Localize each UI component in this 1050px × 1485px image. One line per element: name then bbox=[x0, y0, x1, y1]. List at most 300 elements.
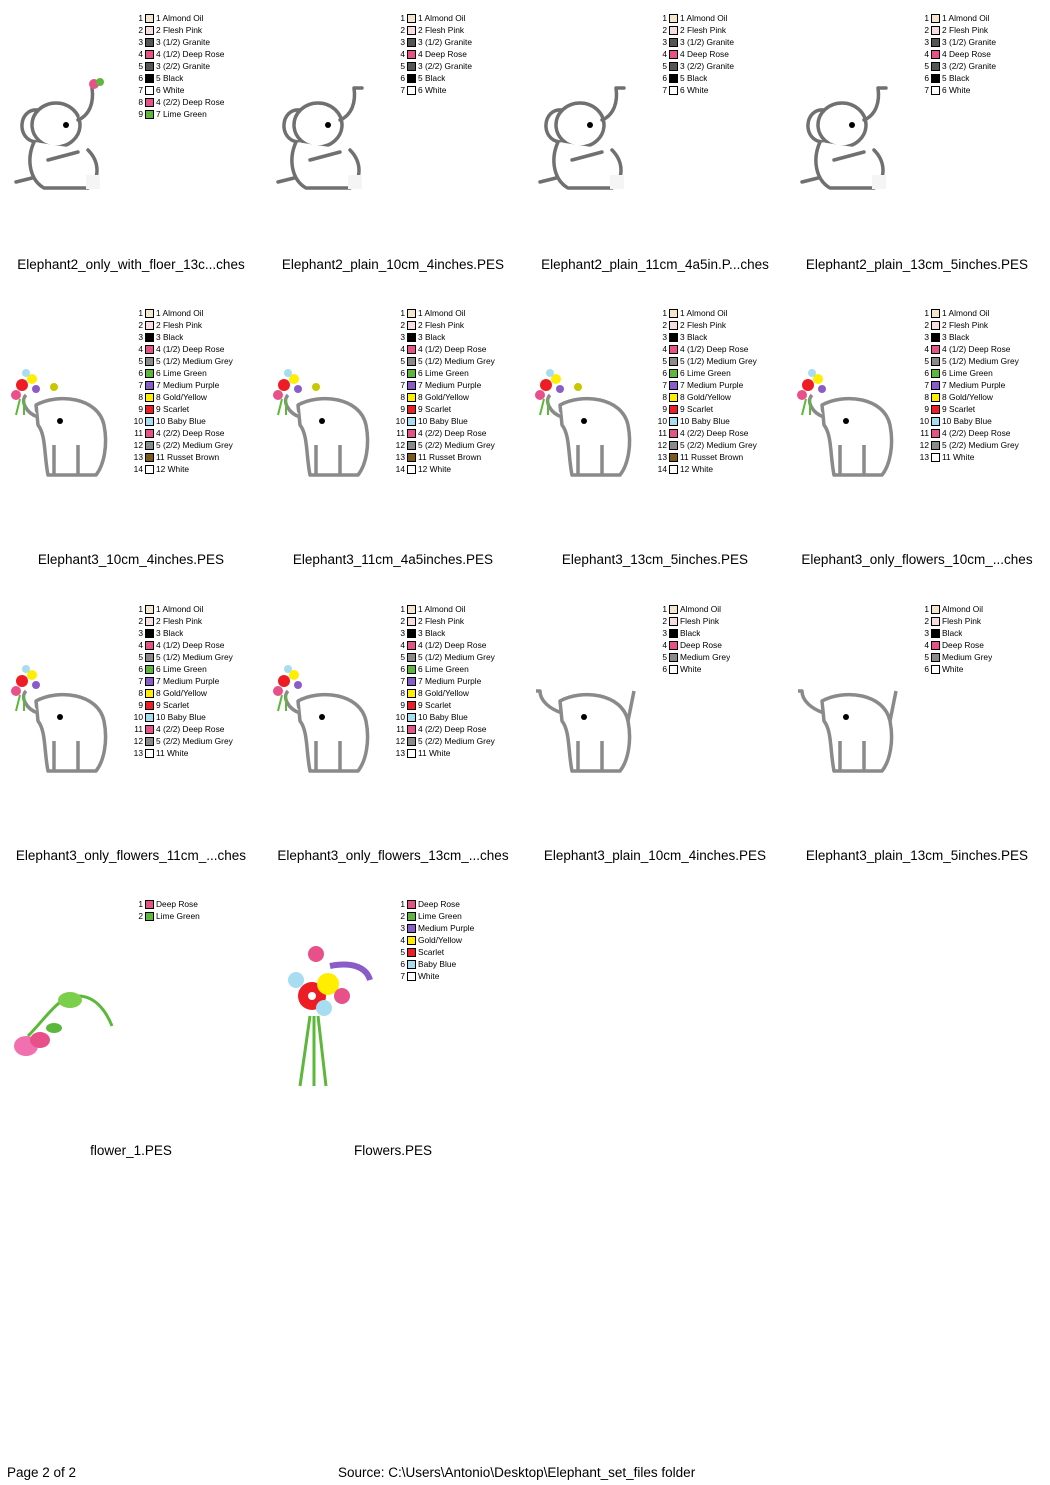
thread-row bbox=[130, 307, 260, 319]
color-swatch bbox=[407, 357, 416, 366]
thread-number: 11 bbox=[920, 428, 929, 438]
thread-row bbox=[916, 12, 1046, 24]
thread-row bbox=[654, 415, 784, 427]
color-swatch bbox=[931, 453, 940, 462]
thread-name: 1 Almond Oil bbox=[942, 308, 990, 318]
thread-number: 5 bbox=[400, 652, 405, 662]
thread-name: 4 (1/2) Deep Rose bbox=[156, 49, 225, 59]
thread-number: 12 bbox=[395, 440, 405, 450]
page-number: Page 2 of 2 bbox=[7, 1465, 77, 1480]
thread-row bbox=[130, 451, 260, 463]
thread-name: Medium Grey bbox=[942, 652, 993, 662]
thread-name: 7 Medium Purple bbox=[418, 380, 482, 390]
thread-number: 2 bbox=[400, 911, 405, 921]
color-swatch bbox=[407, 345, 416, 354]
thread-color-list bbox=[392, 898, 522, 982]
design-card[interactable] bbox=[0, 0, 262, 295]
file-name: Elephant3_11cm_4a5inches.PES bbox=[292, 552, 494, 567]
color-swatch bbox=[407, 665, 416, 674]
design-card[interactable] bbox=[524, 0, 786, 295]
color-swatch bbox=[145, 38, 154, 47]
thread-number: 2 bbox=[138, 911, 143, 921]
color-swatch bbox=[407, 441, 416, 450]
thread-row bbox=[916, 319, 1046, 331]
design-card[interactable] bbox=[262, 0, 524, 295]
thread-name: 3 Black bbox=[418, 628, 446, 638]
file-name: Elephant2_plain_13cm_5inches.PES bbox=[805, 257, 1029, 272]
thread-name: 4 (1/2) Deep Rose bbox=[942, 344, 1011, 354]
color-swatch bbox=[931, 26, 940, 35]
color-swatch bbox=[931, 641, 940, 650]
thread-number: 7 bbox=[138, 380, 143, 390]
color-swatch bbox=[669, 86, 678, 95]
thread-number: 2 bbox=[138, 320, 143, 330]
thread-name: 10 Baby Blue bbox=[680, 416, 730, 426]
thread-number: 6 bbox=[400, 664, 405, 674]
thread-row bbox=[130, 331, 260, 343]
elephant2-plain-image bbox=[270, 70, 382, 200]
color-swatch bbox=[669, 345, 678, 354]
color-swatch bbox=[407, 900, 416, 909]
thread-row bbox=[392, 84, 522, 96]
thread-name: 2 Flesh Pink bbox=[418, 25, 465, 35]
thread-row bbox=[392, 747, 522, 759]
thread-number: 6 bbox=[662, 368, 667, 378]
thread-row bbox=[916, 603, 1046, 615]
thread-number: 7 bbox=[400, 676, 405, 686]
thread-row bbox=[130, 403, 260, 415]
thread-row bbox=[130, 24, 260, 36]
thread-row bbox=[130, 319, 260, 331]
thread-row bbox=[392, 12, 522, 24]
thread-name: 11 White bbox=[156, 748, 189, 758]
thread-number: 9 bbox=[138, 109, 143, 119]
color-swatch bbox=[145, 357, 154, 366]
thread-row bbox=[392, 922, 522, 934]
color-swatch bbox=[407, 417, 416, 426]
elephant2-flower-image bbox=[8, 70, 120, 200]
color-swatch bbox=[145, 381, 154, 390]
thread-name: Black bbox=[680, 628, 701, 638]
thread-row bbox=[654, 319, 784, 331]
thread-name: 3 Black bbox=[680, 332, 708, 342]
thread-row bbox=[392, 711, 522, 723]
thread-name: 11 White bbox=[942, 452, 975, 462]
thread-row bbox=[916, 48, 1046, 60]
thread-row bbox=[130, 723, 260, 735]
thread-row bbox=[392, 463, 522, 475]
thread-number: 7 bbox=[138, 676, 143, 686]
thread-number: 3 bbox=[662, 37, 667, 47]
thread-row bbox=[392, 699, 522, 711]
thread-row bbox=[130, 12, 260, 24]
thread-number: 6 bbox=[924, 664, 929, 674]
thread-row bbox=[392, 427, 522, 439]
color-swatch bbox=[407, 465, 416, 474]
thread-number: 4 bbox=[662, 344, 667, 354]
design-card[interactable] bbox=[524, 295, 786, 590]
file-name: Elephant3_plain_10cm_4inches.PES bbox=[543, 848, 767, 863]
thread-name: 7 Medium Purple bbox=[418, 676, 482, 686]
thread-name: 4 (2/2) Deep Rose bbox=[942, 428, 1011, 438]
thread-number: 8 bbox=[924, 392, 929, 402]
thread-name: Deep Rose bbox=[418, 899, 460, 909]
color-swatch bbox=[407, 641, 416, 650]
thread-number: 10 bbox=[395, 712, 405, 722]
thread-number: 12 bbox=[133, 736, 143, 746]
color-swatch bbox=[407, 713, 416, 722]
thread-number: 12 bbox=[919, 440, 929, 450]
thread-number: 2 bbox=[662, 320, 667, 330]
color-swatch bbox=[931, 86, 940, 95]
color-swatch bbox=[669, 605, 678, 614]
thread-name: 5 (1/2) Medium Grey bbox=[942, 356, 1019, 366]
color-swatch bbox=[407, 677, 416, 686]
thread-number: 5 bbox=[400, 947, 405, 957]
thread-name: 1 Almond Oil bbox=[418, 604, 466, 614]
elephant3-bouquet-bird-image bbox=[270, 365, 382, 495]
color-swatch bbox=[145, 333, 154, 342]
thread-name: 2 Flesh Pink bbox=[418, 616, 465, 626]
thread-name: 6 Lime Green bbox=[942, 368, 993, 378]
color-swatch bbox=[407, 653, 416, 662]
color-swatch bbox=[407, 749, 416, 758]
thread-row bbox=[654, 463, 784, 475]
thread-name: 2 Flesh Pink bbox=[156, 320, 203, 330]
thread-row bbox=[654, 391, 784, 403]
thread-number: 11 bbox=[396, 724, 405, 734]
color-swatch bbox=[407, 972, 416, 981]
color-swatch bbox=[407, 701, 416, 710]
thread-number: 2 bbox=[400, 25, 405, 35]
thread-name: 8 Gold/Yellow bbox=[156, 392, 207, 402]
thread-number: 8 bbox=[662, 392, 667, 402]
thread-row bbox=[654, 307, 784, 319]
thread-row bbox=[654, 663, 784, 675]
thread-row bbox=[654, 639, 784, 651]
thread-number: 13 bbox=[133, 452, 143, 462]
thread-name: 5 (2/2) Medium Grey bbox=[418, 736, 495, 746]
thread-number: 12 bbox=[133, 440, 143, 450]
thread-name: 5 Black bbox=[680, 73, 708, 83]
file-name: Elephant3_plain_13cm_5inches.PES bbox=[805, 848, 1029, 863]
color-swatch bbox=[669, 617, 678, 626]
elephant3-plain-image bbox=[532, 661, 644, 791]
color-swatch bbox=[145, 641, 154, 650]
color-swatch bbox=[669, 453, 678, 462]
design-card[interactable] bbox=[0, 295, 262, 590]
thread-row bbox=[654, 379, 784, 391]
thread-number: 13 bbox=[395, 452, 405, 462]
thread-name: 9 Scarlet bbox=[418, 404, 452, 414]
file-name: Elephant3_only_flowers_11cm_...ches bbox=[15, 848, 247, 863]
thread-name: Deep Rose bbox=[942, 640, 984, 650]
thread-row bbox=[654, 48, 784, 60]
thread-number: 4 bbox=[400, 49, 405, 59]
thread-row bbox=[916, 60, 1046, 72]
thread-row bbox=[654, 84, 784, 96]
thread-row bbox=[392, 307, 522, 319]
thread-name: Gold/Yellow bbox=[418, 935, 462, 945]
thread-name: White bbox=[418, 971, 440, 981]
thread-name: 4 (2/2) Deep Rose bbox=[418, 428, 487, 438]
thread-color-list bbox=[130, 307, 260, 475]
color-swatch bbox=[407, 936, 416, 945]
thread-name: 2 Flesh Pink bbox=[156, 616, 203, 626]
color-swatch bbox=[669, 665, 678, 674]
color-swatch bbox=[407, 26, 416, 35]
color-swatch bbox=[931, 369, 940, 378]
color-swatch bbox=[669, 74, 678, 83]
color-swatch bbox=[145, 309, 154, 318]
elephant3-bouquet-bird-image bbox=[532, 365, 644, 495]
color-swatch bbox=[145, 725, 154, 734]
color-swatch bbox=[931, 14, 940, 23]
color-swatch bbox=[145, 321, 154, 330]
file-name: Elephant3_13cm_5inches.PES bbox=[561, 552, 749, 567]
color-swatch bbox=[931, 429, 940, 438]
thread-number: 6 bbox=[924, 368, 929, 378]
thread-row bbox=[392, 391, 522, 403]
thread-row bbox=[654, 24, 784, 36]
color-swatch bbox=[931, 441, 940, 450]
thread-number: 13 bbox=[395, 748, 405, 758]
thread-name: 5 (2/2) Medium Grey bbox=[418, 440, 495, 450]
thread-number: 1 bbox=[138, 899, 143, 909]
thread-row bbox=[130, 711, 260, 723]
elephant3-plain-image bbox=[794, 661, 906, 791]
color-swatch bbox=[407, 38, 416, 47]
color-swatch bbox=[145, 86, 154, 95]
design-card[interactable] bbox=[524, 591, 786, 886]
thread-row bbox=[130, 391, 260, 403]
thread-number: 2 bbox=[924, 320, 929, 330]
thread-name: 1 Almond Oil bbox=[680, 13, 728, 23]
thread-name: White bbox=[942, 664, 964, 674]
thread-row bbox=[916, 36, 1046, 48]
color-swatch bbox=[407, 321, 416, 330]
thread-name: Almond Oil bbox=[680, 604, 721, 614]
thread-name: 4 (2/2) Deep Rose bbox=[156, 97, 225, 107]
thread-number: 2 bbox=[924, 616, 929, 626]
design-card[interactable] bbox=[786, 295, 1048, 590]
thread-number: 1 bbox=[138, 308, 143, 318]
thread-row bbox=[916, 439, 1046, 451]
thread-name: 4 (2/2) Deep Rose bbox=[418, 724, 487, 734]
thread-number: 1 bbox=[662, 604, 667, 614]
color-swatch bbox=[145, 110, 154, 119]
color-swatch bbox=[407, 50, 416, 59]
thread-row bbox=[130, 108, 260, 120]
color-swatch bbox=[931, 62, 940, 71]
file-name: flower_1.PES bbox=[90, 1143, 172, 1158]
thread-number: 1 bbox=[662, 308, 667, 318]
thread-name: 4 Deep Rose bbox=[942, 49, 991, 59]
thread-name: 5 Black bbox=[156, 73, 184, 83]
thread-color-list bbox=[654, 12, 784, 96]
design-card[interactable] bbox=[786, 0, 1048, 295]
thread-row bbox=[392, 403, 522, 415]
thread-name: 6 Lime Green bbox=[156, 368, 207, 378]
thread-number: 5 bbox=[138, 356, 143, 366]
thread-row bbox=[916, 651, 1046, 663]
thread-row bbox=[130, 747, 260, 759]
thread-row bbox=[916, 639, 1046, 651]
thread-name: 6 White bbox=[942, 85, 971, 95]
thread-number: 1 bbox=[138, 604, 143, 614]
thread-name: 2 Flesh Pink bbox=[942, 320, 989, 330]
thread-row bbox=[916, 627, 1046, 639]
design-card[interactable] bbox=[0, 886, 262, 1181]
thread-number: 3 bbox=[138, 628, 143, 638]
thread-name: 12 White bbox=[680, 464, 714, 474]
color-swatch bbox=[931, 321, 940, 330]
thread-color-list bbox=[916, 603, 1046, 675]
thread-number: 5 bbox=[662, 61, 667, 71]
thread-name: 1 Almond Oil bbox=[418, 308, 466, 318]
thread-row bbox=[392, 934, 522, 946]
thread-row bbox=[130, 627, 260, 639]
thread-row bbox=[654, 427, 784, 439]
thread-number: 8 bbox=[138, 688, 143, 698]
color-swatch bbox=[145, 417, 154, 426]
thread-number: 1 bbox=[400, 308, 405, 318]
thread-row bbox=[392, 958, 522, 970]
thread-name: 6 White bbox=[680, 85, 709, 95]
color-swatch bbox=[931, 50, 940, 59]
thread-number: 3 bbox=[138, 332, 143, 342]
thread-row bbox=[130, 687, 260, 699]
thread-name: 3 Black bbox=[942, 332, 970, 342]
thread-number: 10 bbox=[133, 712, 143, 722]
thread-row bbox=[130, 699, 260, 711]
color-swatch bbox=[931, 405, 940, 414]
thread-number: 8 bbox=[138, 392, 143, 402]
thread-number: 7 bbox=[662, 85, 667, 95]
thread-name: 6 Lime Green bbox=[680, 368, 731, 378]
design-card[interactable] bbox=[262, 886, 524, 1181]
color-swatch bbox=[407, 605, 416, 614]
thread-number: 6 bbox=[400, 368, 405, 378]
thread-row bbox=[916, 663, 1046, 675]
thread-name: 2 Flesh Pink bbox=[942, 25, 989, 35]
color-swatch bbox=[145, 98, 154, 107]
thread-name: 4 (2/2) Deep Rose bbox=[156, 428, 225, 438]
thread-number: 8 bbox=[138, 97, 143, 107]
thread-name: 4 (1/2) Deep Rose bbox=[680, 344, 749, 354]
color-swatch bbox=[669, 38, 678, 47]
thread-name: 5 (1/2) Medium Grey bbox=[418, 356, 495, 366]
thread-row bbox=[916, 24, 1046, 36]
thread-row bbox=[392, 48, 522, 60]
thread-name: 4 (1/2) Deep Rose bbox=[156, 640, 225, 650]
thread-name: 3 Black bbox=[156, 628, 184, 638]
color-swatch bbox=[669, 653, 678, 662]
thread-row bbox=[392, 343, 522, 355]
color-swatch bbox=[669, 309, 678, 318]
thread-number: 6 bbox=[662, 73, 667, 83]
thread-name: 9 Scarlet bbox=[418, 700, 452, 710]
color-swatch bbox=[407, 429, 416, 438]
color-swatch bbox=[407, 74, 416, 83]
thread-name: 3 (2/2) Granite bbox=[418, 61, 472, 71]
design-card[interactable] bbox=[786, 591, 1048, 886]
thread-row bbox=[130, 651, 260, 663]
thread-number: 5 bbox=[924, 356, 929, 366]
thread-number: 2 bbox=[138, 25, 143, 35]
thread-row bbox=[916, 72, 1046, 84]
thread-name: 11 Russet Brown bbox=[156, 452, 220, 462]
design-card[interactable] bbox=[262, 591, 524, 886]
thread-number: 2 bbox=[662, 25, 667, 35]
thread-number: 3 bbox=[924, 628, 929, 638]
thread-name: 1 Almond Oil bbox=[156, 13, 204, 23]
thread-row bbox=[654, 627, 784, 639]
thread-number: 6 bbox=[662, 664, 667, 674]
design-card[interactable] bbox=[0, 591, 262, 886]
thread-number: 6 bbox=[400, 73, 405, 83]
color-swatch bbox=[669, 381, 678, 390]
file-name: Elephant3_10cm_4inches.PES bbox=[37, 552, 225, 567]
thread-name: 5 (2/2) Medium Grey bbox=[942, 440, 1019, 450]
thread-color-list bbox=[916, 307, 1046, 463]
color-swatch bbox=[931, 629, 940, 638]
color-swatch bbox=[145, 713, 154, 722]
thread-name: 1 Almond Oil bbox=[942, 13, 990, 23]
thread-row bbox=[392, 367, 522, 379]
thread-number: 9 bbox=[924, 404, 929, 414]
thread-name: 9 Scarlet bbox=[942, 404, 976, 414]
thread-row bbox=[392, 627, 522, 639]
color-swatch bbox=[931, 417, 940, 426]
thread-number: 1 bbox=[924, 308, 929, 318]
thread-name: Medium Grey bbox=[680, 652, 731, 662]
thread-number: 10 bbox=[919, 416, 929, 426]
thread-row bbox=[392, 639, 522, 651]
thread-row bbox=[916, 391, 1046, 403]
color-swatch bbox=[145, 26, 154, 35]
elephant2-plain-image bbox=[794, 70, 906, 200]
thread-row bbox=[130, 898, 260, 910]
thread-row bbox=[392, 910, 522, 922]
thread-name: 2 Flesh Pink bbox=[680, 25, 727, 35]
thread-number: 14 bbox=[133, 464, 143, 474]
thread-number: 4 bbox=[138, 344, 143, 354]
thread-row bbox=[392, 72, 522, 84]
thread-name: 6 White bbox=[156, 85, 185, 95]
thread-row bbox=[916, 451, 1046, 463]
thread-name: 9 Scarlet bbox=[680, 404, 714, 414]
thread-row bbox=[916, 331, 1046, 343]
color-swatch bbox=[407, 86, 416, 95]
design-card[interactable] bbox=[262, 295, 524, 590]
thread-color-list bbox=[654, 307, 784, 475]
thread-row bbox=[130, 663, 260, 675]
thread-row bbox=[130, 427, 260, 439]
thread-row bbox=[916, 367, 1046, 379]
thread-number: 5 bbox=[924, 61, 929, 71]
thread-name: 2 Flesh Pink bbox=[418, 320, 465, 330]
thread-name: 10 Baby Blue bbox=[418, 712, 468, 722]
thread-name: 10 Baby Blue bbox=[156, 712, 206, 722]
thread-number: 3 bbox=[924, 332, 929, 342]
thread-number: 6 bbox=[138, 73, 143, 83]
color-swatch bbox=[145, 441, 154, 450]
color-swatch bbox=[669, 405, 678, 414]
color-swatch bbox=[931, 653, 940, 662]
thread-row bbox=[916, 84, 1046, 96]
color-swatch bbox=[145, 653, 154, 662]
